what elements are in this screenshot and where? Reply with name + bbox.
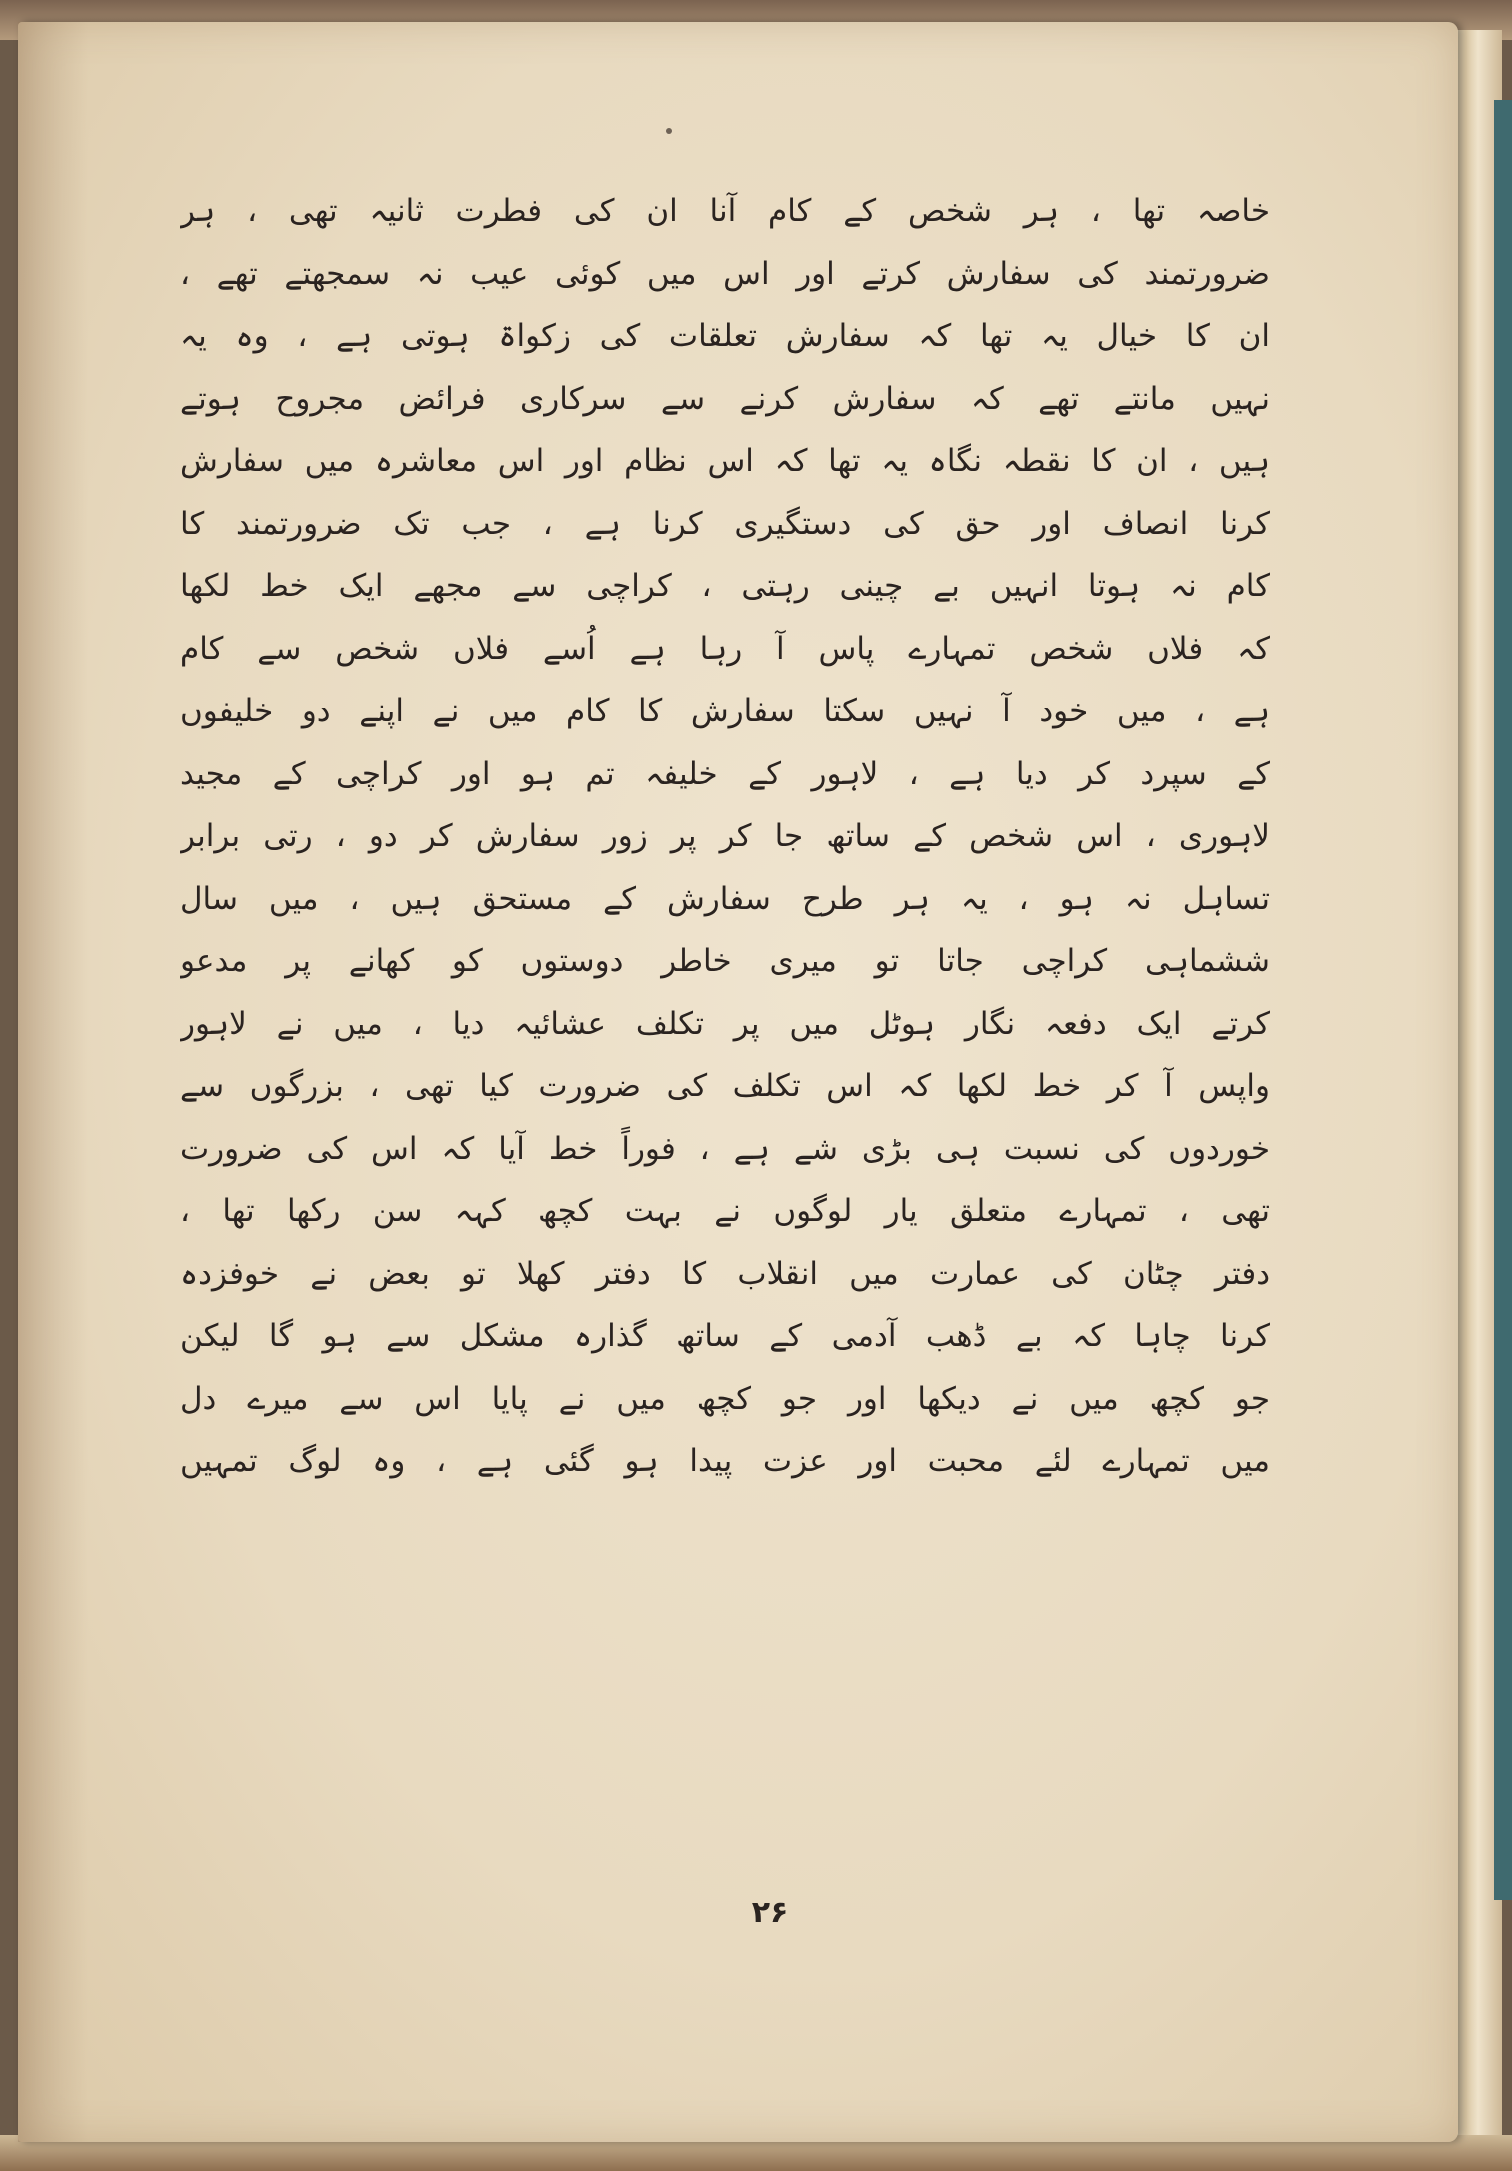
text-line: ان کا خیال یہ تھا کہ سفارش تعلقات کی زکواۃ ہوتی ہے ، وہ یہ bbox=[180, 318, 1270, 354]
text-line: واپس آ کر خط لکھا کہ اس تکلف کی ضرورت کیا تھی ، بزرگوں سے bbox=[180, 1068, 1270, 1104]
book-cover-edge bbox=[1494, 100, 1512, 1900]
text-line: کرنا چاہا کہ بے ڈھب آدمی کے ساتھ گذارہ مشکل سے ہو گا لیکن bbox=[180, 1318, 1270, 1354]
text-line: میں تمہارے لئے محبت اور عزت پیدا ہو گئی ہے ، وہ لوگ تمہیں bbox=[180, 1443, 1270, 1479]
text-line: کام نہ ہوتا انہیں بے چینی رہتی ، کراچی سے مجھے ایک خط لکھا bbox=[180, 568, 1270, 604]
text-line: تساہل نہ ہو ، یہ ہر طرح سفارش کے مستحق ہیں ، میں سال bbox=[180, 880, 1270, 917]
text-line: ششماہی کراچی جاتا تو میری خاطر دوستوں کو کھانے پر مدعو bbox=[180, 943, 1270, 979]
text-line: کے سپرد کر دیا ہے ، لاہور کے خلیفہ تم ہو اور کراچی کے مجید bbox=[180, 755, 1270, 792]
page-number: ۲۶ bbox=[751, 1895, 789, 1930]
text-line: تھی ، تمہارے متعلق یار لوگوں نے بہت کچھ کہہ سن رکھا تھا ، bbox=[180, 1193, 1270, 1229]
ink-speck bbox=[666, 128, 672, 134]
text-line: کرنا انصاف اور حق کی دستگیری کرنا ہے ، جب تک ضرورتمند کا bbox=[180, 505, 1270, 542]
text-line: نہیں مانتے تھے کہ سفارش کرنے سے سرکاری فرائض مجروح ہوتے bbox=[180, 380, 1270, 417]
text-line: ہیں ، ان کا نقطہ نگاہ یہ تھا کہ اس نظام اور اس معاشرہ میں سفارش bbox=[180, 443, 1270, 479]
text-line: دفتر چٹان کی عمارت میں انقلاب کا دفتر کھلا تو بعض نے خوفزدہ bbox=[180, 1255, 1270, 1292]
page-body-text bbox=[180, 180, 1270, 1493]
text-line: کہ فلاں شخص تمہارے پاس آ رہا ہے اُسے فلاں شخص سے کام bbox=[180, 630, 1270, 667]
text-line: ضرورتمند کی سفارش کرتے اور اس میں کوئی عیب نہ سمجھتے تھے ، bbox=[180, 255, 1270, 292]
text-line: خوردوں کی نسبت ہی بڑی شے ہے ، فوراً خط آیا کہ اس کی ضرورت bbox=[180, 1130, 1270, 1167]
text-line: لاہوری ، اس شخص کے ساتھ جا کر پر زور سفارش کر دو ، رتی برابر bbox=[180, 818, 1270, 854]
text-line: ہے ، میں خود آ نہیں سکتا سفارش کا کام میں نے اپنے دو خلیفوں bbox=[180, 693, 1270, 729]
text-line: خاصہ تھا ، ہر شخص کے کام آنا ان کی فطرت ثانیہ تھی ، ہر bbox=[180, 193, 1270, 229]
text-line: جو کچھ میں نے دیکھا اور جو کچھ میں نے پایا اس سے میرے دل bbox=[180, 1380, 1270, 1417]
text-line: کرتے ایک دفعہ نگار ہوٹل میں پر تکلف عشائیہ دیا ، میں نے لاہور bbox=[180, 1005, 1270, 1042]
